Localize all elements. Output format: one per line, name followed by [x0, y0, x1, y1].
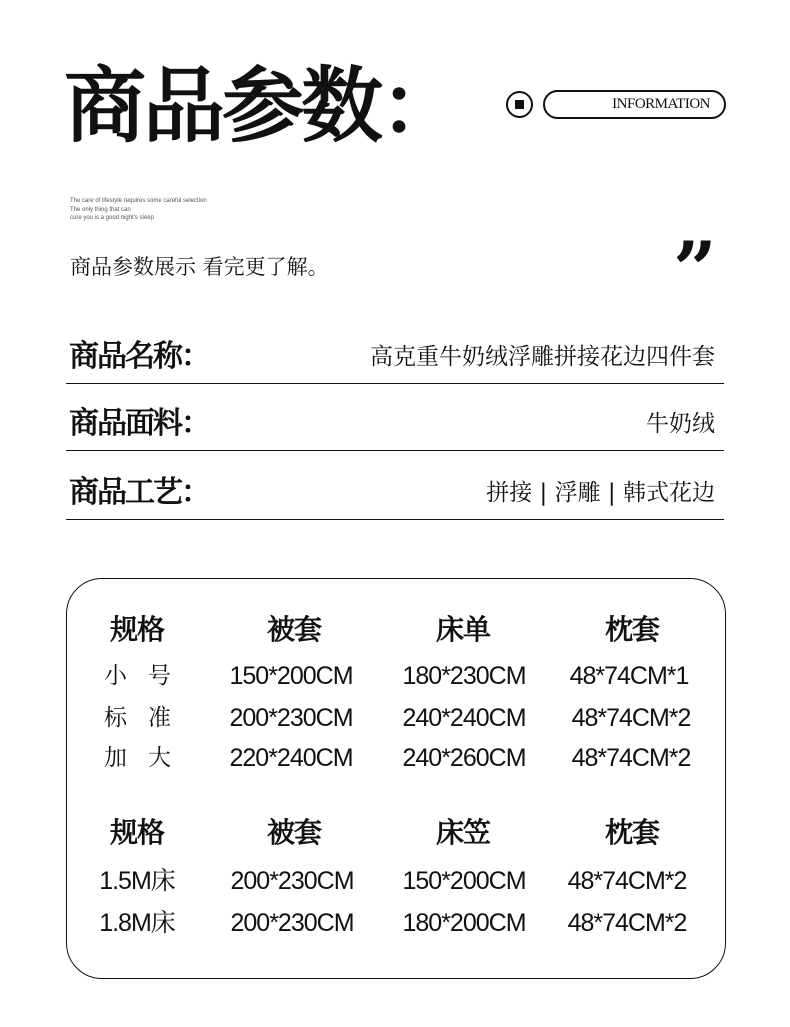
table-header: 枕套 — [604, 613, 660, 646]
table-cell: 200*230CM — [230, 867, 354, 895]
param-label: 商品面料： — [69, 406, 209, 441]
param-value: 牛奶绒 — [646, 411, 715, 437]
tagline — [70, 197, 207, 223]
tagline-line: The care of lifestyle requires some careful selection — [70, 198, 207, 204]
table-cell: 48*74CM*2 — [567, 909, 687, 937]
spec-card — [66, 578, 726, 979]
table-header: 被套 — [266, 816, 322, 849]
table-header: 床笠 — [435, 816, 491, 849]
table-cell: 220*240CM — [229, 744, 353, 772]
table-cell: 200*230CM — [230, 909, 354, 937]
tagline-line: The only thing that can — [70, 206, 131, 213]
table-header: 规格 — [109, 816, 165, 849]
param-value: 高克重牛奶绒浮雕拼接花边四件套 — [370, 344, 715, 370]
table-cell: 1.5M床 — [99, 867, 175, 895]
param-label: 商品名称： — [69, 339, 209, 374]
table-cell: 240*240CM — [402, 704, 526, 732]
table-cell: 标 准 — [104, 705, 170, 731]
table-cell: 240*260CM — [402, 744, 526, 772]
table-cell: 小 号 — [104, 663, 170, 689]
table-cell: 1.8M床 — [99, 909, 175, 937]
param-value: 拼接 | 浮雕 | 韩式花边 — [486, 480, 715, 506]
intro-text: 商品参数展示 看完更了解。 — [70, 255, 329, 279]
table-cell: 180*200CM — [402, 909, 526, 937]
table-cell: 200*230CM — [229, 704, 353, 732]
table-cell: 150*200CM — [402, 867, 526, 895]
tagline-line: cure you is a good night's sleep — [70, 215, 154, 221]
information-badge: INFORMATION — [543, 90, 726, 119]
table-cell: 48*74CM*2 — [567, 867, 687, 895]
table-header: 枕套 — [604, 816, 660, 849]
table-cell: 48*74CM*2 — [571, 704, 691, 732]
table-header: 床单 — [435, 613, 491, 646]
param-row-fabric — [66, 399, 724, 451]
table-cell: 180*230CM — [402, 662, 526, 690]
table-cell: 加 大 — [104, 745, 170, 771]
param-row-name — [66, 332, 724, 384]
page-title: 商品参数： — [64, 58, 460, 154]
table-header: 被套 — [266, 613, 322, 646]
table-header: 规格 — [109, 613, 165, 646]
table-cell: 150*200CM — [229, 662, 353, 690]
quote-icon: ” — [673, 225, 707, 314]
param-label: 商品工艺： — [69, 475, 209, 510]
param-row-craft — [66, 468, 724, 520]
table-cell: 48*74CM*2 — [571, 744, 691, 772]
table-cell: 48*74CM*1 — [569, 662, 689, 690]
record-dot-icon — [506, 91, 533, 118]
